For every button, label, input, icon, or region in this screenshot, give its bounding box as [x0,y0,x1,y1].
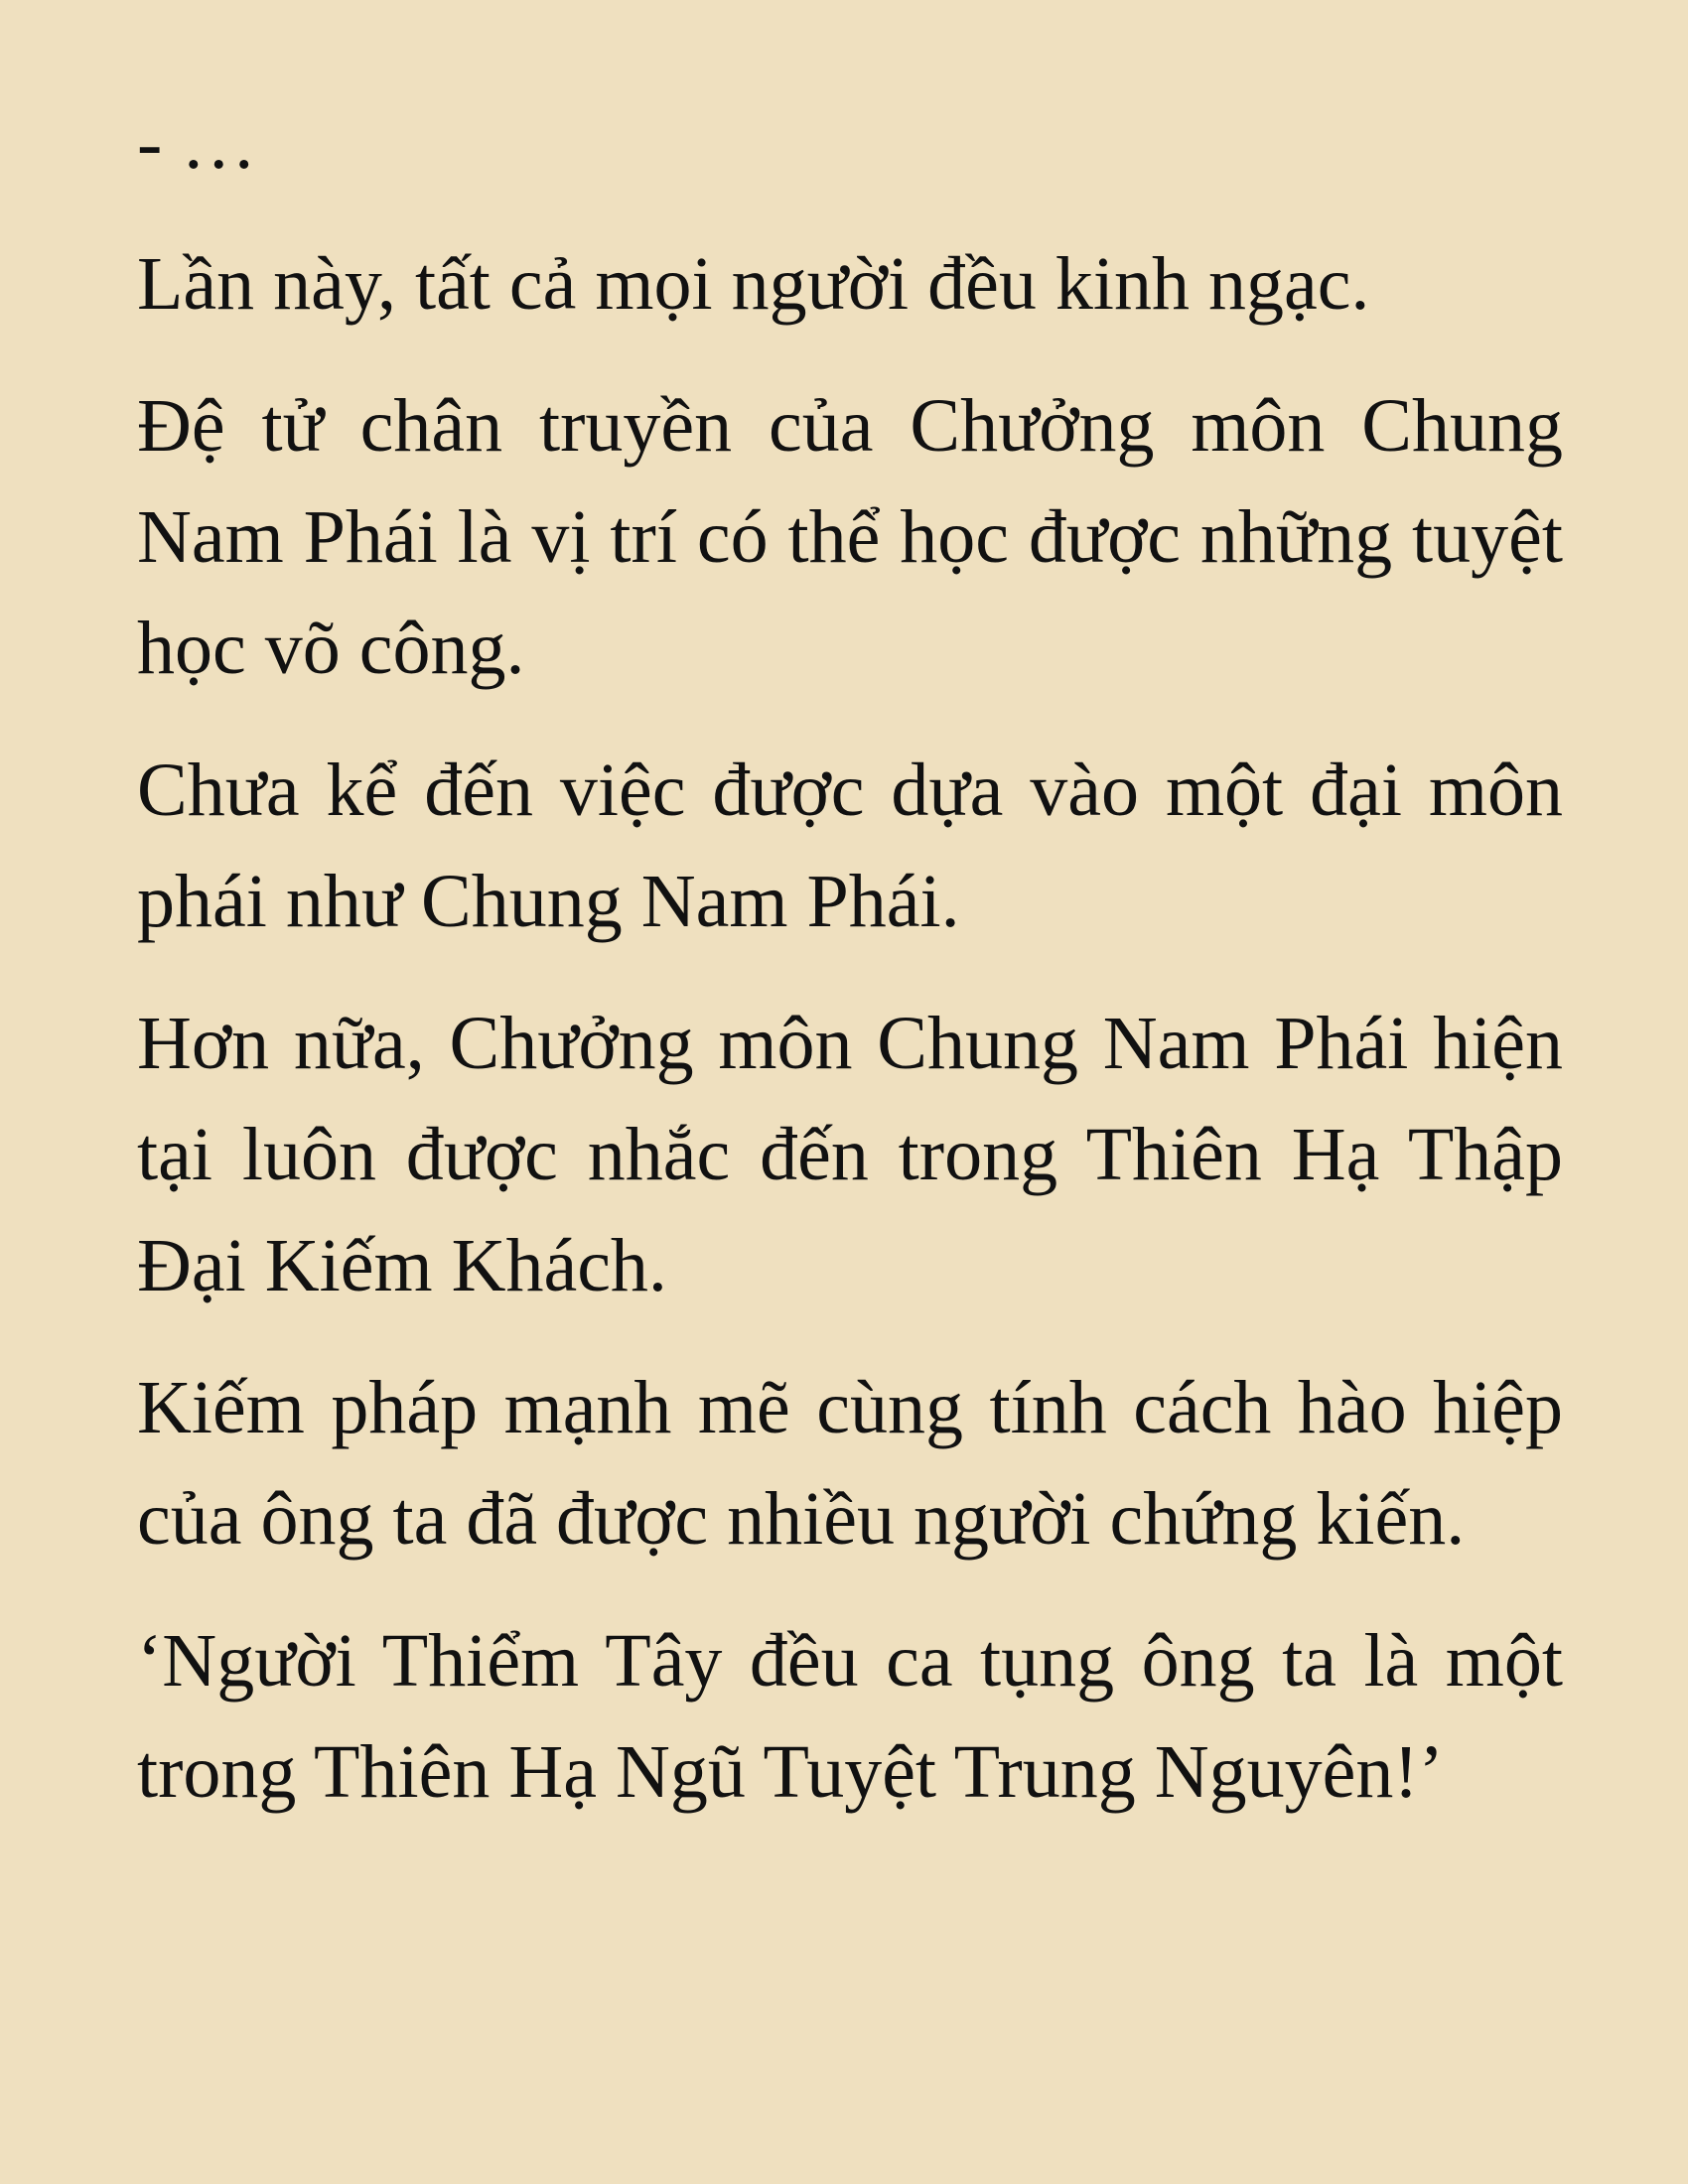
paragraph-disciple-position: Đệ tử chân truyền của Chưởng môn Chung Nam Phái là vị trí có thể học được những tuyệt học võ công. [137,384,1563,690]
paragraph-astonishment: Lần này, tất cả mọi người đều kinh ngạc. [137,242,1370,326]
paragraph-great-sect: Chưa kể đến việc được dựa vào một đại môn phái như Chung Nam Phái. [137,749,1563,943]
paragraph-ten-swordsmen: Hơn nữa, Chưởng môn Chung Nam Phái hiện tại luôn được nhắc đến trong Thiên Hạ Thập Đại Kiếm Khách. [137,1002,1563,1307]
paragraph-ellipsis: - … [137,101,257,185]
paragraph-five-peerless: ‘Người Thiểm Tây đều ca tụng ông ta là một trong Thiên Hạ Ngũ Tuyệt Trung Nguyên!’ [137,1619,1563,1814]
paragraph-swordsmanship: Kiếm pháp mạnh mẽ cùng tính cách hào hiệp của ông ta đã được nhiều người chứng kiến. [137,1366,1563,1561]
